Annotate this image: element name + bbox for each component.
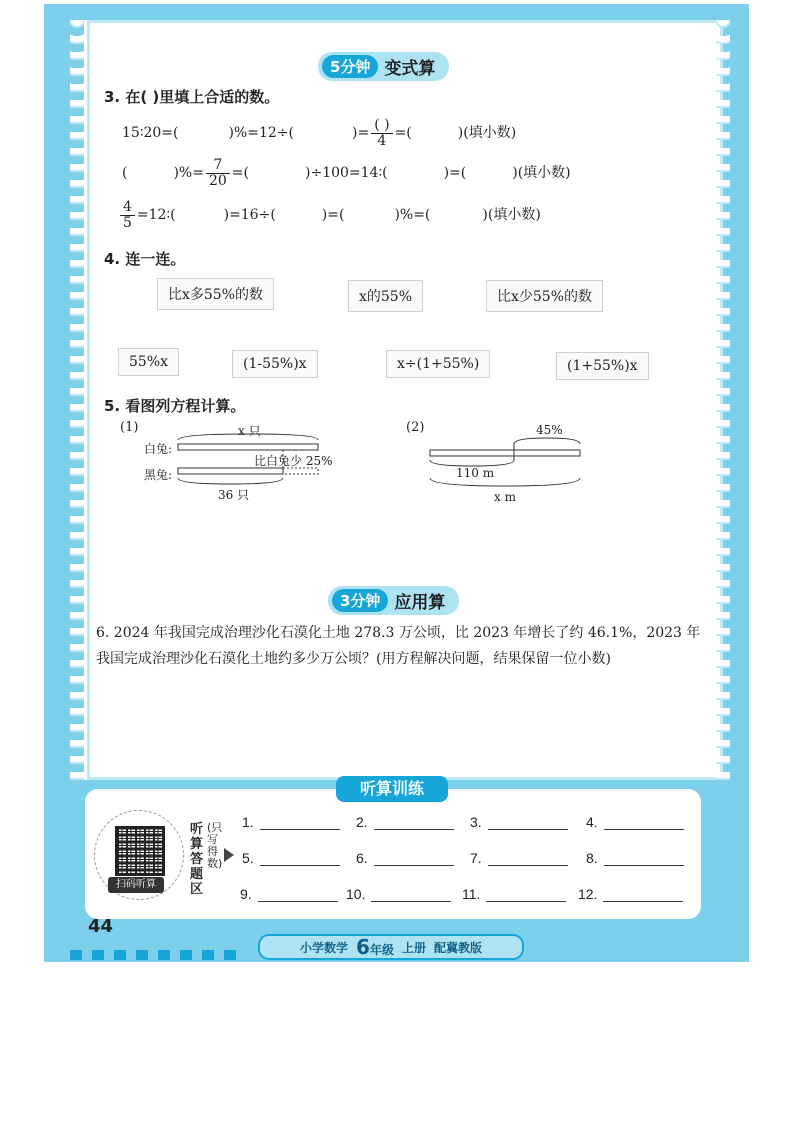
- qr-code-icon[interactable]: [115, 826, 165, 876]
- white-rabbit-label: 白兔:: [144, 442, 173, 456]
- percent-label: 45%: [536, 423, 563, 437]
- question-6-text: 6. 2024 年我国完成治理沙化石漠化土地 278.3 万公顷，比 2023 年增长了约 46.1%，2023 年我国完成治理沙化石漠化土地约多少万公顷？(用方程解决问题，结果保留一位小数): [96, 625, 701, 667]
- book-footer: [258, 934, 524, 960]
- text: (: [122, 165, 128, 182]
- answer-3[interactable]: [470, 814, 568, 830]
- answer-area-label: 听算答题区: [190, 822, 204, 897]
- answer-label: 1.: [242, 814, 254, 830]
- question-5-label: 5. 看图列方程计算。: [104, 397, 246, 415]
- line-diagram-1: [0, 0, 800, 520]
- arrow-right-icon: [224, 848, 234, 862]
- text: =(: [394, 125, 412, 142]
- answer-label: 4.: [586, 814, 598, 830]
- text: )=: [351, 125, 370, 142]
- answer-label: 9.: [240, 886, 252, 902]
- match-top-2[interactable]: x的55%: [348, 280, 423, 312]
- grade-suffix: 年级: [369, 943, 394, 957]
- answer-label: 10.: [346, 886, 366, 902]
- section-title: 变式算: [384, 59, 436, 79]
- scan-label: 扫码听算: [108, 877, 164, 893]
- black-brace: [178, 478, 283, 484]
- question-3-label: 3. 在( )里填上合适的数。: [104, 88, 280, 106]
- answer-label: 7.: [470, 850, 482, 866]
- answer-label: 5.: [242, 850, 254, 866]
- match-bottom-3[interactable]: x÷(1+55%): [386, 350, 490, 378]
- match-bottom-2[interactable]: (1-55%)x: [232, 350, 318, 378]
- listening-title: 听算训练: [336, 776, 448, 802]
- decorative-stripe: [70, 950, 240, 960]
- answer-label: 3.: [470, 814, 482, 830]
- answer-7[interactable]: [470, 850, 568, 866]
- numerator: 4: [120, 200, 135, 216]
- subject-label: 小学数学: [300, 940, 349, 955]
- diagram-1-number: (1): [120, 420, 139, 435]
- section-title: 应用算: [394, 593, 446, 613]
- denominator: 20: [208, 172, 227, 189]
- match-bottom-1[interactable]: 55%x: [118, 348, 179, 376]
- page-number: 44: [88, 916, 114, 937]
- numerator: ( ): [371, 118, 392, 134]
- denominator: 4: [377, 132, 387, 149]
- answer-label: 12.: [578, 886, 598, 902]
- d2-bar: [430, 450, 580, 456]
- black-rabbit-label: 黑兔:: [144, 468, 173, 482]
- answer-label: 11.: [462, 886, 481, 902]
- text: =(: [231, 165, 249, 182]
- answer-2[interactable]: [356, 814, 454, 830]
- black-total-label: 36 只: [218, 488, 250, 502]
- text: =12∶(: [136, 207, 176, 224]
- total-length-label: x m: [494, 490, 516, 504]
- answer-label: 6.: [356, 850, 368, 866]
- match-bottom-4[interactable]: (1+55%)x: [556, 352, 649, 380]
- black-bar: [178, 468, 283, 474]
- total-brace: [430, 478, 580, 486]
- answer-5[interactable]: [242, 850, 340, 866]
- white-brace: [178, 434, 318, 440]
- section-header-3min: [328, 586, 459, 615]
- white-bar: [178, 444, 318, 450]
- timer-badge: 5分钟: [322, 55, 378, 78]
- answer-6[interactable]: [356, 850, 454, 866]
- match-top-1[interactable]: 比x多55%的数: [157, 278, 274, 310]
- text: 15∶20=(: [122, 125, 179, 142]
- diagram-2-number: (2): [406, 420, 425, 435]
- text: )=(: [321, 207, 345, 224]
- answer-9[interactable]: [240, 886, 338, 902]
- answer-12[interactable]: [578, 886, 683, 902]
- text: )(填小数): [482, 207, 541, 224]
- match-top-3[interactable]: 比x少55%的数: [486, 280, 603, 312]
- timer-badge: 3分钟: [332, 589, 388, 612]
- text: )(填小数): [457, 125, 517, 142]
- text: )=16÷(: [223, 207, 276, 224]
- answer-label: 8.: [586, 850, 598, 866]
- denominator: 5: [123, 214, 132, 231]
- edition-label: 配冀教版: [433, 940, 482, 955]
- text: )%=(: [394, 207, 431, 224]
- answer-11[interactable]: [462, 886, 566, 902]
- answer-1[interactable]: [242, 814, 340, 830]
- text: )%=12÷(: [228, 125, 294, 142]
- text: )=(: [443, 165, 467, 182]
- term-label: 上册: [401, 940, 426, 955]
- text: )÷100=14∶(: [305, 165, 388, 182]
- answer-10[interactable]: [346, 886, 451, 902]
- text: )%=: [173, 165, 204, 182]
- answer-4[interactable]: [586, 814, 684, 830]
- compare-label: 比白兔少 25%: [254, 454, 333, 468]
- pct-brace: [514, 438, 580, 444]
- text: )(填小数): [512, 165, 571, 182]
- grade-number: 6: [356, 935, 370, 959]
- question-4-label: 4. 连一连。: [104, 250, 186, 268]
- answer-note: (只写得数): [207, 821, 223, 870]
- answer-label: 2.: [356, 814, 368, 830]
- known-length-label: 110 m: [456, 466, 495, 480]
- numerator: 7: [206, 158, 230, 174]
- white-total-label: x 只: [238, 424, 261, 438]
- dashed-bar: [283, 468, 318, 474]
- answer-8[interactable]: [586, 850, 684, 866]
